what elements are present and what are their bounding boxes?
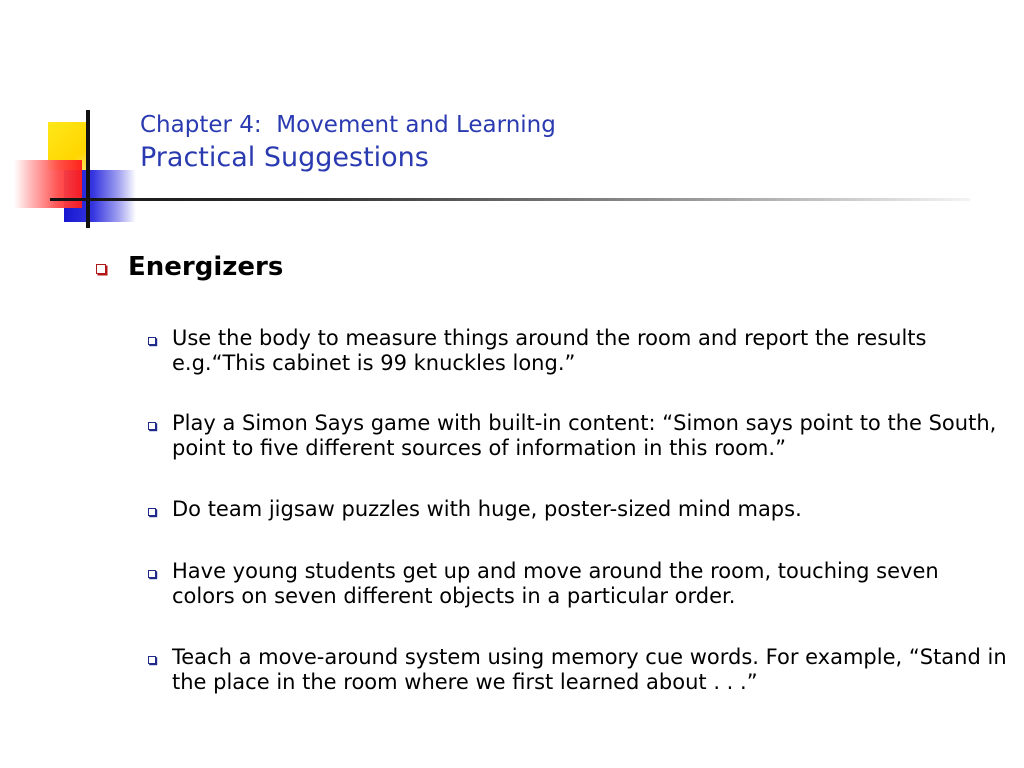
hollow-square-bullet-icon [148, 570, 156, 578]
bullet-text: Teach a move-around system using memory cue words. For example, “Stand in the place in the room where we first learned about . . .” [172, 645, 1007, 694]
bullet-text: Play a Simon Says game with built-in content: “Simon says point to the South, point to five different sources of information in this room.” [172, 411, 997, 460]
bullet-item [148, 645, 1008, 695]
hollow-square-bullet-icon [148, 508, 156, 516]
section-heading: Energizers [128, 252, 284, 282]
hollow-square-bullet-icon [96, 264, 106, 274]
hollow-square-bullet-icon [148, 656, 156, 664]
bullet-text: Do team jigsaw puzzles with huge, poster-sized mind maps. [172, 497, 802, 521]
heading-bullet-item [96, 252, 283, 282]
slide-title-line2: Practical Suggestions [140, 142, 429, 173]
bullet-item [148, 559, 1008, 609]
bullet-text: Have young students get up and move around the room, touching seven colors on seven different objects in a particular order. [172, 559, 939, 608]
bullet-item [148, 497, 1008, 522]
bullet-text: Use the body to measure things around the room and report the results e.g.“This cabinet is 99 knuckles long.” [172, 326, 927, 375]
hollow-square-bullet-icon [148, 422, 156, 430]
bullet-item [148, 326, 1008, 376]
slide-title-line1: Chapter 4: Movement and Learning [140, 112, 556, 138]
bullet-item [148, 411, 1008, 461]
hollow-square-bullet-icon [148, 337, 156, 345]
